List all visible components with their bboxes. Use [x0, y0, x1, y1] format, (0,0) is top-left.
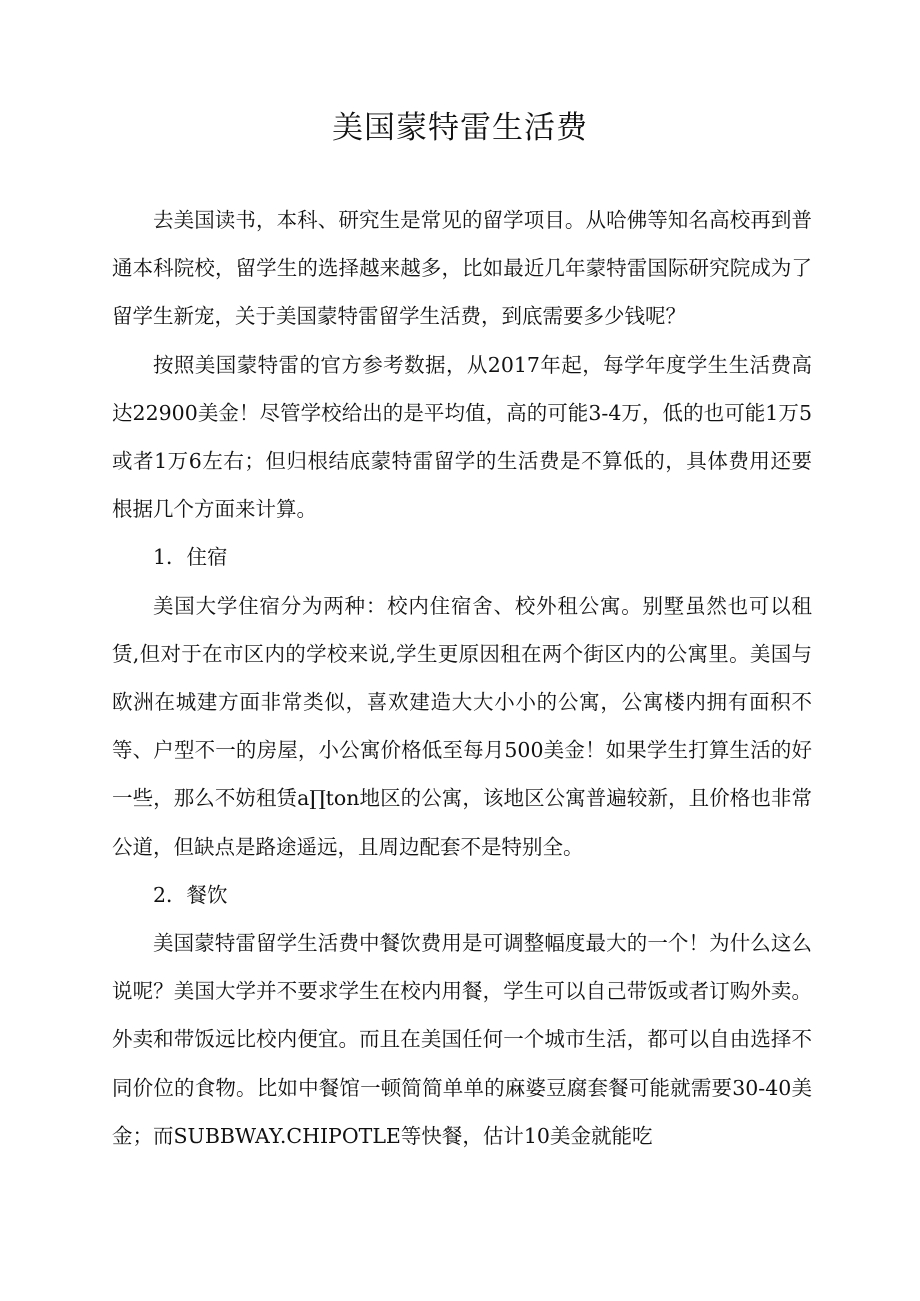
paragraph-dining: 美国蒙特雷留学生活费中餐饮费用是可调整幅度最大的一个！为什么这么说呢？美国大学并不要求学生在校内用餐，学生可以自己带饭或者订购外卖。外卖和带饭远比校内便宜。而且在美国任何一个城市生活，都可以自由选择不同价位的食物。比如中餐馆一顿简简单单的麻婆豆腐套餐可能就需要30-40美金；而SUBBWAY.CHIPOTLE等快餐，估计10美金就能吃 — [112, 931, 812, 1148]
document-body — [112, 196, 812, 1160]
paragraph-housing: 美国大学住宿分为两种：校内住宿舍、校外租公寓。别墅虽然也可以租赁,但对于在市区内的学校来说,学生更原因租在两个街区内的公寓里。美国与欧洲在城建方面非常类似，喜欢建造大大小小的公寓，公寓楼内拥有面积不等、户型不一的房屋，小公寓价格低至每月500美金！如果学生打算生活的好一些，那么不妨租赁a∏ton地区的公寓，该地区公寓普遍较新，且价格也非常公道，但缺点是路途遥远，且周边配套不是特别全。 — [112, 593, 812, 859]
section-heading-dining: 2．餐饮 — [153, 882, 228, 907]
section-heading-housing: 1．住宿 — [153, 545, 228, 570]
document-title: 美国蒙特雷生活费 — [332, 110, 588, 146]
paragraph-intro: 去美国读书，本科、研究生是常见的留学项目。从哈佛等知名高校再到普通本科院校，留学生的选择越来越多，比如最近几年蒙特雷国际研究院成为了留学生新宠，关于美国蒙特雷留学生活费，到底需要多少钱呢？ — [112, 208, 812, 329]
paragraph-living-cost: 按照美国蒙特雷的官方参考数据，从2017年起，每学年度学生生活费高达22900美金！尽管学校给出的是平均值，高的可能3-4万，低的也可能1万5或者1万6左右；但归根结底蒙特雷留学的生活费是不算低的，具体费用还要根据几个方面来计算。 — [112, 352, 812, 522]
